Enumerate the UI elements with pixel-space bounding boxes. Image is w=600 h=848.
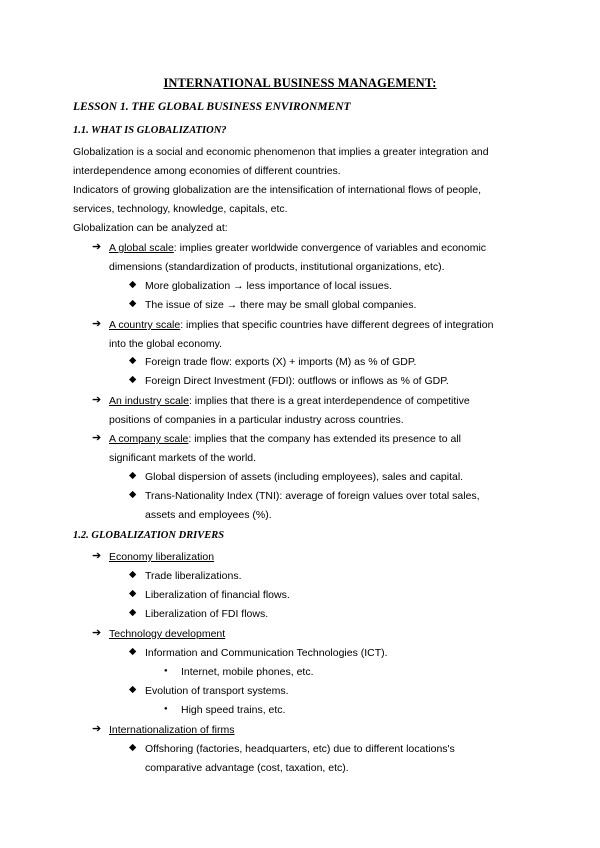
sub-list-item-continuation: assets and employees (%).	[145, 509, 272, 521]
sub-list-item: More globalization → less importance of local issues.	[145, 280, 392, 292]
arrow-bullet-icon: ➔	[92, 432, 102, 444]
paragraph-line: Globalization can be analyzed at:	[73, 222, 228, 234]
document-title: INTERNATIONAL BUSINESS MANAGEMENT:	[163, 76, 437, 90]
list-item-continuation: positions of companies in a particular industry across countries.	[109, 414, 404, 426]
paragraph-line: services, technology, knowledge, capitals, etc.	[73, 203, 288, 215]
sub-list-item: Offshoring (factories, headquarters, etc) due to different locations's	[145, 743, 455, 755]
term-technology-development: Technology development	[109, 628, 226, 640]
arrow-bullet-icon: ➔	[92, 241, 102, 253]
sub-list-item: Trade liberalizations.	[145, 570, 242, 582]
term-company-scale: A company scale	[109, 433, 189, 445]
diamond-bullet-icon: ◆	[129, 607, 137, 618]
arrow-bullet-icon: ➔	[92, 550, 102, 562]
section-heading-1-1: 1.1. WHAT IS GLOBALIZATION?	[73, 125, 227, 136]
diamond-bullet-icon: ◆	[129, 355, 137, 366]
term-industry-scale: An industry scale	[109, 395, 189, 407]
term-global-scale: A global scale	[109, 242, 174, 254]
diamond-bullet-icon: ◆	[129, 298, 137, 309]
sub-list-item: Information and Communication Technologies (ICT).	[145, 647, 388, 659]
sub-list-item: Foreign trade flow: exports (X) + imports (M) as % of GDP.	[145, 356, 417, 368]
diamond-bullet-icon: ◆	[129, 742, 137, 753]
term-economy-liberalization: Economy liberalization	[109, 551, 215, 563]
term-country-scale: A country scale	[109, 319, 181, 331]
list-item: A global scale: implies greater worldwide convergence of variables and economic	[109, 242, 487, 254]
section-heading-1-2: 1.2. GLOBALIZATION DRIVERS	[73, 530, 225, 541]
diamond-bullet-icon: ◆	[129, 470, 137, 481]
sub-list-item-continuation: comparative advantage (cost, taxation, etc).	[145, 762, 349, 774]
diamond-bullet-icon: ◆	[129, 569, 137, 580]
sub-sub-list-item: Internet, mobile phones, etc.	[181, 666, 314, 678]
sub-list-item: Evolution of transport systems.	[145, 685, 289, 697]
diamond-bullet-icon: ◆	[129, 684, 137, 695]
paragraph-line: Indicators of growing globalization are the intensification of international flows of people,	[73, 184, 481, 196]
paragraph-line: interdependence among economies of different countries.	[73, 165, 341, 177]
sub-list-item: The issue of size → there may be small global companies.	[145, 299, 417, 311]
list-item-continuation: dimensions (standardization of products, institutional organizations, etc).	[109, 261, 445, 273]
dot-bullet-icon: ●	[164, 706, 168, 712]
list-item	[109, 723, 234, 737]
list-item: A country scale: implies that specific countries have different degrees of integration	[109, 319, 494, 331]
list-item	[109, 550, 214, 564]
diamond-bullet-icon: ◆	[129, 374, 137, 385]
lesson-heading: LESSON 1. THE GLOBAL BUSINESS ENVIRONMENT	[73, 101, 351, 113]
sub-list-item: Global dispersion of assets (including employees), sales and capital.	[145, 471, 464, 483]
sub-list-item: Liberalization of FDI flows.	[145, 608, 269, 620]
list-item-continuation: into the global economy.	[109, 338, 223, 350]
sub-list-item: Trans-Nationality Index (TNI): average of foreign values over total sales,	[145, 490, 480, 502]
term-internationalization-of-firms: Internationalization of firms	[109, 724, 235, 736]
arrow-bullet-icon: ➔	[92, 723, 102, 735]
list-item-continuation: significant markets of the world.	[109, 452, 257, 464]
arrow-bullet-icon: ➔	[92, 394, 102, 406]
paragraph-line: Globalization is a social and economic phenomenon that implies a greater integration and	[73, 146, 489, 158]
dot-bullet-icon: ●	[164, 668, 168, 674]
arrow-bullet-icon: ➔	[92, 627, 102, 639]
sub-list-item: Foreign Direct Investment (FDI): outflows or inflows as % of GDP.	[145, 375, 449, 387]
sub-sub-list-item: High speed trains, etc.	[181, 704, 286, 716]
diamond-bullet-icon: ◆	[129, 279, 137, 290]
list-item: An industry scale: implies that there is a great interdependence of competitive	[109, 395, 470, 407]
diamond-bullet-icon: ◆	[129, 588, 137, 599]
list-item: A company scale: implies that the company has extended its presence to all	[109, 433, 461, 445]
diamond-bullet-icon: ◆	[129, 489, 137, 500]
list-item	[109, 627, 225, 641]
diamond-bullet-icon: ◆	[129, 646, 137, 657]
arrow-bullet-icon: ➔	[92, 318, 102, 330]
sub-list-item: Liberalization of financial flows.	[145, 589, 290, 601]
